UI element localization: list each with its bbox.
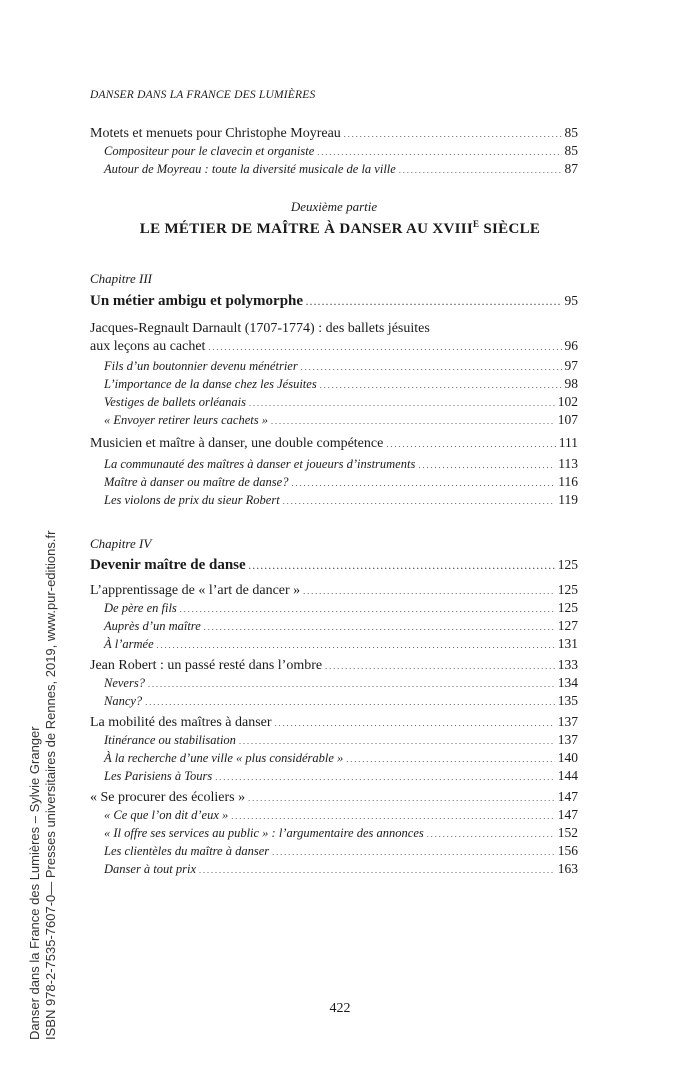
leader-dots <box>399 161 562 179</box>
leader-dots <box>325 657 555 675</box>
leader-dots <box>291 474 555 492</box>
toc-subentry-page: 87 <box>564 161 578 176</box>
toc-subentry <box>90 473 578 491</box>
leader-dots <box>231 807 554 825</box>
leader-dots <box>427 825 555 843</box>
toc-subentry-page: 135 <box>557 693 578 708</box>
toc-subentry-label: L’importance de la danse chez les Jésuites <box>104 377 317 391</box>
toc-subentry-page: 134 <box>557 675 578 690</box>
part-title-tail: SIÈCLE <box>479 221 541 237</box>
toc-subentry-page: 116 <box>558 474 578 489</box>
leader-dots <box>320 376 562 394</box>
toc-subentry-page: 102 <box>557 394 578 409</box>
toc-subentry-label: Nancy? <box>104 694 143 708</box>
leader-dots <box>148 675 555 693</box>
toc-subentry <box>90 767 578 785</box>
toc-entry <box>90 124 578 142</box>
toc-subentry-label: Vestiges de ballets orléanais <box>104 395 246 409</box>
toc-entry <box>90 788 578 806</box>
toc-subentry <box>90 160 578 178</box>
toc-subentry-label: Fils d’un boutonnier devenu ménétrier <box>104 359 298 373</box>
leader-dots <box>180 600 555 618</box>
toc-subentry <box>90 842 578 860</box>
toc-subentry-page: 113 <box>558 456 578 471</box>
toc-entry <box>90 656 578 674</box>
toc-entry <box>90 434 578 452</box>
toc-entry-page: 85 <box>564 125 578 140</box>
leader-dots <box>303 582 555 600</box>
leader-dots <box>317 143 561 161</box>
leader-dots <box>145 693 555 711</box>
toc-subentry <box>90 455 578 473</box>
toc-chapter-3 <box>90 292 578 509</box>
toc-subentry <box>90 599 578 617</box>
toc-subentry-label: Les Parisiens à Tours <box>104 769 213 783</box>
toc-subentry-label: Autour de Moyreau : toute la diversité musicale de la ville <box>104 162 396 176</box>
chapter-4-title <box>90 556 578 578</box>
leader-dots <box>306 293 561 311</box>
leader-dots <box>157 636 555 654</box>
toc-entry-page: 137 <box>557 714 578 729</box>
part-title-main: LE MÉTIER DE MAÎTRE À DANSER AU XVIII <box>139 221 474 237</box>
leader-dots <box>275 714 555 732</box>
toc-subentry-label: Les violons de prix du sieur Robert <box>104 493 280 507</box>
toc-subentry-label: À la recherche d’une ville « plus considérable » <box>104 751 344 765</box>
toc-subentry <box>90 635 578 653</box>
toc-subentry <box>90 824 578 842</box>
toc-subentry <box>90 692 578 710</box>
chapter-4-label: Chapitre IV <box>90 536 152 551</box>
toc-subentry-label: Danser à tout prix <box>104 862 197 876</box>
side-copyright-note <box>27 0 97 1040</box>
toc-subentry-page: 144 <box>557 768 578 783</box>
toc-entry-label: aux leçons au cachet <box>90 339 206 354</box>
chapter-title-label: Un métier ambigu et polymorphe <box>90 293 304 309</box>
running-head: DANSER DANS LA FRANCE DES LUMIÈRES <box>90 89 316 101</box>
toc-entry-label: La mobilité des maîtres à danser <box>90 715 272 730</box>
side-note-line2: ISBN 978-2-7535-7607-0— Presses universitaires de Rennes, 2019, www.pur-editions.fr <box>43 530 58 1040</box>
leader-dots <box>283 492 556 510</box>
side-note-line1: Danser dans la France des Lumières – Sylvie Granger <box>27 726 42 1040</box>
leader-dots <box>215 768 555 786</box>
leader-dots <box>272 843 555 861</box>
leader-dots <box>239 732 555 750</box>
toc-entry <box>90 581 578 599</box>
toc-subentry-label: De père en fils <box>104 601 177 615</box>
toc-subentry-label: Compositeur pour le clavecin et organiste <box>104 144 315 158</box>
toc-subentry <box>90 806 578 824</box>
part-kicker: Deuxième partie <box>290 199 378 214</box>
toc-subentry-page: 125 <box>557 600 578 615</box>
leader-dots <box>199 861 555 879</box>
toc-entry-page: 133 <box>557 657 578 672</box>
leader-dots <box>249 394 555 412</box>
toc-subentry-label: Maître à danser ou maître de danse? <box>104 475 289 489</box>
toc-subentry-label: Les clientèles du maître à danser <box>104 844 270 858</box>
toc-entry-label: Musicien et maître à danser, une double compétence <box>90 436 384 451</box>
toc-subentry <box>90 617 578 635</box>
toc-subentry-page: 119 <box>558 492 578 507</box>
toc-entry-label: « Se procurer des écoliers » <box>90 790 246 805</box>
chapter-3-label: Chapitre III <box>90 271 152 286</box>
toc-entry-page: 96 <box>564 338 578 353</box>
chapter-title-page: 125 <box>557 557 578 572</box>
leader-dots <box>386 435 555 453</box>
toc-entry-label: Motets et menuets pour Christophe Moyreau <box>90 126 341 141</box>
leader-dots <box>208 338 561 356</box>
toc-subentry <box>90 142 578 160</box>
toc-subentry-page: 137 <box>557 732 578 747</box>
toc-subentry-page: 85 <box>564 143 578 158</box>
toc-subentry-page: 163 <box>557 861 578 876</box>
toc-subentry <box>90 393 578 411</box>
leader-dots <box>204 618 555 636</box>
leader-dots <box>418 456 555 474</box>
toc-subentry-label: « Il offre ses services au public » : l’argumentaire des annonces <box>104 826 424 840</box>
chapter-title-label: Devenir maître de danse <box>90 557 246 573</box>
toc-entry-page: 147 <box>557 789 578 804</box>
toc-entry-page: 111 <box>558 435 578 450</box>
page-number: 422 <box>329 1001 351 1016</box>
toc-subentry-page: 147 <box>557 807 578 822</box>
toc-subentry-label: Nevers? <box>104 676 145 690</box>
toc-subentry <box>90 731 578 749</box>
chapter-3-title <box>90 292 578 314</box>
toc-entry-label: L’apprentissage de « l’art de dancer » <box>90 583 301 598</box>
toc-entry-darnault-line1: Jacques-Regnault Darnault (1707-1774) : des ballets jésuites <box>90 321 430 336</box>
toc-entry <box>90 713 578 731</box>
leader-dots <box>271 412 555 430</box>
toc-top-section <box>90 124 578 178</box>
toc-subentry-label: À l’armée <box>104 637 154 651</box>
leader-dots <box>346 750 554 768</box>
toc-subentry-page: 97 <box>564 358 578 373</box>
part-title-sup: E <box>473 219 480 229</box>
toc-subentry-page: 127 <box>557 618 578 633</box>
toc-chapter-4 <box>90 556 578 878</box>
toc-subentry-label: Itinérance ou stabilisation <box>104 733 236 747</box>
chapter-title-page: 95 <box>564 293 578 308</box>
toc-subentry <box>90 357 578 375</box>
toc-subentry-page: 152 <box>557 825 578 840</box>
toc-subentry <box>90 411 578 429</box>
toc-entry-label: Jean Robert : un passé resté dans l’ombre <box>90 658 323 673</box>
toc-subentry <box>90 749 578 767</box>
toc-subentry <box>90 674 578 692</box>
toc-subentry <box>90 491 578 509</box>
toc-subentry-label: La communauté des maîtres à danser et joueurs d’instruments <box>104 457 416 471</box>
leader-dots <box>248 789 555 807</box>
toc-subentry-page: 156 <box>557 843 578 858</box>
toc-subentry-label: « Envoyer retirer leurs cachets » <box>104 413 268 427</box>
toc-subentry-label: « Ce que l’on dit d’eux » <box>104 808 229 822</box>
toc-subentry-page: 140 <box>557 750 578 765</box>
toc-subentry <box>90 860 578 878</box>
toc-subentry-label: Auprès d’un maître <box>104 619 201 633</box>
leader-dots <box>301 358 562 376</box>
toc-subentry-page: 131 <box>557 636 578 651</box>
toc-entry <box>90 337 578 355</box>
leader-dots <box>249 557 555 575</box>
part-title <box>90 219 590 238</box>
toc-subentry-page: 107 <box>557 412 578 427</box>
leader-dots <box>344 125 562 143</box>
toc-subentry <box>90 375 578 393</box>
toc-subentry-page: 98 <box>564 376 578 391</box>
toc-entry-page: 125 <box>557 582 578 597</box>
